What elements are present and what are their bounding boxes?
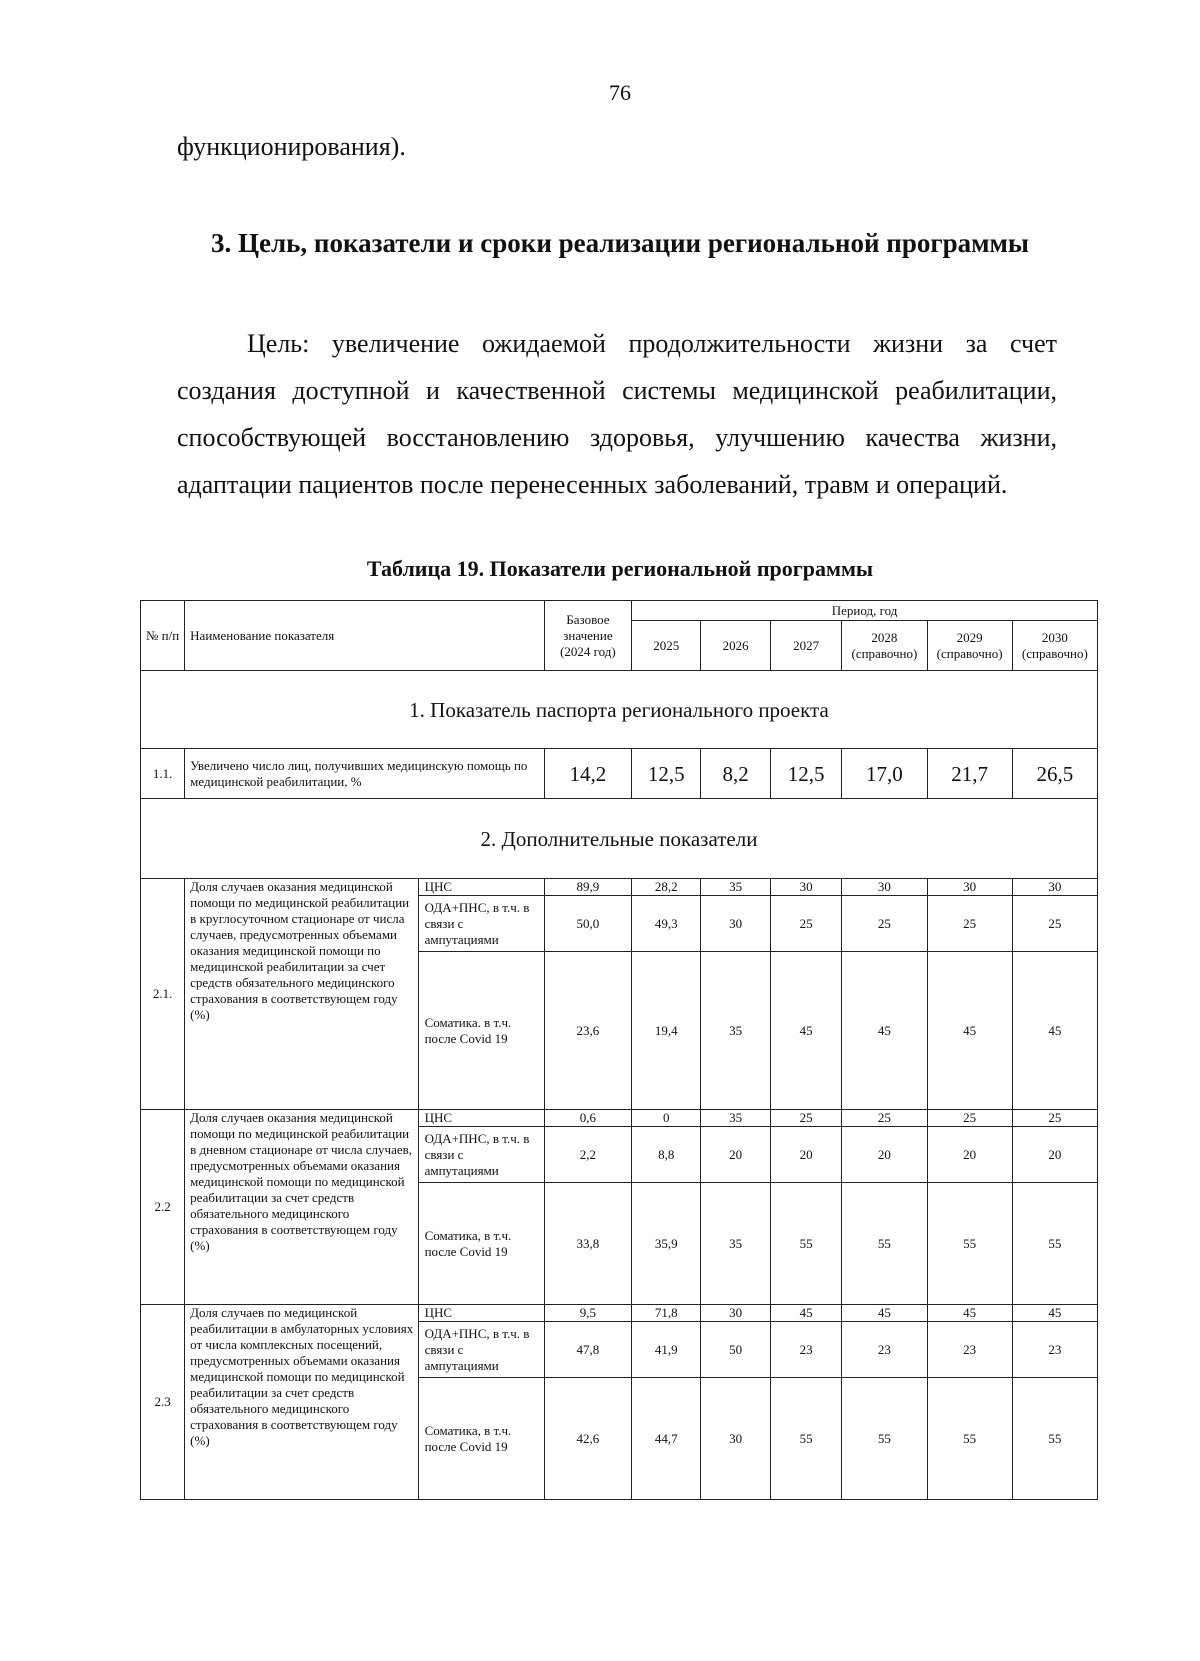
value-cell: 8,8: [632, 1127, 701, 1183]
value-cell: 23,6: [544, 952, 631, 1110]
value-cell: 35,9: [632, 1183, 701, 1305]
value-cell: 25: [770, 896, 842, 952]
value-cell: 45: [927, 1305, 1012, 1322]
value-cell: 17,0: [842, 749, 927, 799]
indicator-name: Доля случаев оказания медицинской помощи по медицинской реабилитации в дневном стационаре от числа случаев, предусмотренных объемами оказания медицинской помощи по медицинской реабилитации за счет средств обязательного медицинского страхования в соответствующем году (%): [185, 1110, 418, 1305]
header-year: 2027: [770, 621, 842, 671]
value-cell: 33,8: [544, 1183, 631, 1305]
value-cell: 45: [842, 1305, 927, 1322]
value-cell: 35: [701, 952, 770, 1110]
header-name: Наименование показателя: [185, 601, 545, 671]
value-cell: 45: [770, 1305, 842, 1322]
value-cell: 30: [1012, 879, 1097, 896]
value-cell: 55: [842, 1183, 927, 1305]
sub-label: ЦНС: [418, 1305, 544, 1322]
value-cell: 35: [701, 1183, 770, 1305]
table-row: [141, 749, 1098, 799]
value-cell: 2,2: [544, 1127, 631, 1183]
sub-label: ЦНС: [418, 1110, 544, 1127]
value-cell: 30: [701, 1305, 770, 1322]
value-cell: 30: [701, 1378, 770, 1500]
value-cell: 25: [927, 896, 1012, 952]
value-cell: 12,5: [632, 749, 701, 799]
sub-label: Соматика, в т.ч. после Covid 19: [418, 1183, 544, 1305]
continuation-text: функционирования).: [177, 132, 406, 161]
value-cell: 55: [770, 1183, 842, 1305]
value-cell: 55: [842, 1378, 927, 1500]
row-number: 1.1.: [141, 749, 185, 799]
value-cell: 25: [1012, 1110, 1097, 1127]
sub-label: Соматика. в т.ч. после Covid 19: [418, 952, 544, 1110]
value-cell: 25: [770, 1110, 842, 1127]
header-year: 2028 (справочно): [842, 621, 927, 671]
sub-label: ОДА+ПНС, в т.ч. в связи с ампутациями: [418, 896, 544, 952]
sub-label: ОДА+ПНС, в т.ч. в связи с ампутациями: [418, 1127, 544, 1183]
value-cell: 50,0: [544, 896, 631, 952]
value-cell: 20: [701, 1127, 770, 1183]
section-title: 1. Показатель паспорта регионального проекта: [141, 671, 1098, 749]
indicator-name: Доля случаев по медицинской реабилитации в амбулаторных условиях от числа комплексных посещений, предусмотренных объемами оказания медицинской помощи по медицинской реабилитации за счет средств обязательного медицинского страхования в соответствующем году (%): [185, 1305, 418, 1500]
header-base: Базовое значение (2024 год): [544, 601, 631, 671]
table-row: [141, 1110, 1098, 1127]
value-cell: 0: [632, 1110, 701, 1127]
value-cell: 23: [770, 1322, 842, 1378]
value-cell: 55: [927, 1378, 1012, 1500]
value-cell: 28,2: [632, 879, 701, 896]
value-cell: 45: [1012, 952, 1097, 1110]
value-cell: 26,5: [1012, 749, 1097, 799]
row-number: 2.3: [141, 1305, 185, 1500]
page-number: 76: [609, 80, 631, 105]
table-row: [141, 601, 1098, 621]
sub-label: Соматика, в т.ч. после Covid 19: [418, 1378, 544, 1500]
value-cell: 23: [927, 1322, 1012, 1378]
section-heading: 3. Цель, показатели и сроки реализации региональной программы: [211, 228, 1029, 258]
value-cell: 35: [701, 1110, 770, 1127]
value-cell: 45: [927, 952, 1012, 1110]
sub-label: ОДА+ПНС, в т.ч. в связи с ампутациями: [418, 1322, 544, 1378]
table-caption: Таблица 19. Показатели региональной программы: [366, 556, 874, 581]
table-row: [141, 799, 1098, 879]
value-cell: 30: [770, 879, 842, 896]
value-cell: 71,8: [632, 1305, 701, 1322]
value-cell: 45: [770, 952, 842, 1110]
header-num: № п/п: [141, 601, 185, 671]
sub-label: ЦНС: [418, 879, 544, 896]
value-cell: 89,9: [544, 879, 631, 896]
value-cell: 20: [770, 1127, 842, 1183]
value-cell: 0,6: [544, 1110, 631, 1127]
value-cell: 55: [1012, 1378, 1097, 1500]
indicator-name: Доля случаев оказания медицинской помощи по медицинской реабилитации в круглосуточном стационаре от числа случаев, предусмотренных объемами оказания медицинской помощи по медицинской реабилитации за счет средств обязательного медицинского страхования в соответствующем году (%): [185, 879, 418, 1110]
value-cell: 45: [842, 952, 927, 1110]
header-year: 2026: [701, 621, 770, 671]
table-row: [141, 879, 1098, 896]
value-cell: 25: [842, 1110, 927, 1127]
value-cell: 30: [701, 896, 770, 952]
value-cell: 55: [927, 1183, 1012, 1305]
indicators-table: [140, 600, 1098, 1500]
indicator-name: Увеличено число лиц, получивших медицинскую помощь по медицинской реабилитации, %: [185, 749, 545, 799]
value-cell: 20: [927, 1127, 1012, 1183]
value-cell: 23: [1012, 1322, 1097, 1378]
value-cell: 19,4: [632, 952, 701, 1110]
header-year: 2030 (справочно): [1012, 621, 1097, 671]
value-cell: 35: [701, 879, 770, 896]
value-cell: 14,2: [544, 749, 631, 799]
value-cell: 55: [1012, 1183, 1097, 1305]
value-cell: 25: [842, 896, 927, 952]
value-cell: 44,7: [632, 1378, 701, 1500]
header-year: 2029 (справочно): [927, 621, 1012, 671]
value-cell: 50: [701, 1322, 770, 1378]
value-cell: 42,6: [544, 1378, 631, 1500]
value-cell: 30: [842, 879, 927, 896]
value-cell: 30: [927, 879, 1012, 896]
section-title: 2. Дополнительные показатели: [141, 799, 1098, 879]
value-cell: 9,5: [544, 1305, 631, 1322]
table-row: [141, 1305, 1098, 1322]
goal-paragraph: Цель: увеличение ожидаемой продолжительности жизни за счет создания доступной и качественной системы медицинской реабилитации, способствующей восстановлению здоровья, улучшению качества жизни, адаптации пациентов после перенесенных заболеваний, травм и операций.: [177, 329, 1057, 499]
row-number: 2.2: [141, 1110, 185, 1305]
value-cell: 23: [842, 1322, 927, 1378]
value-cell: 25: [927, 1110, 1012, 1127]
value-cell: 21,7: [927, 749, 1012, 799]
table-row: [141, 671, 1098, 749]
value-cell: 20: [842, 1127, 927, 1183]
row-number: 2.1.: [141, 879, 185, 1110]
value-cell: 20: [1012, 1127, 1097, 1183]
value-cell: 25: [1012, 896, 1097, 952]
header-year: 2025: [632, 621, 701, 671]
value-cell: 12,5: [770, 749, 842, 799]
value-cell: 55: [770, 1378, 842, 1500]
value-cell: 41,9: [632, 1322, 701, 1378]
value-cell: 8,2: [701, 749, 770, 799]
value-cell: 49,3: [632, 896, 701, 952]
value-cell: 45: [1012, 1305, 1097, 1322]
header-period: Период, год: [632, 601, 1098, 621]
value-cell: 47,8: [544, 1322, 631, 1378]
